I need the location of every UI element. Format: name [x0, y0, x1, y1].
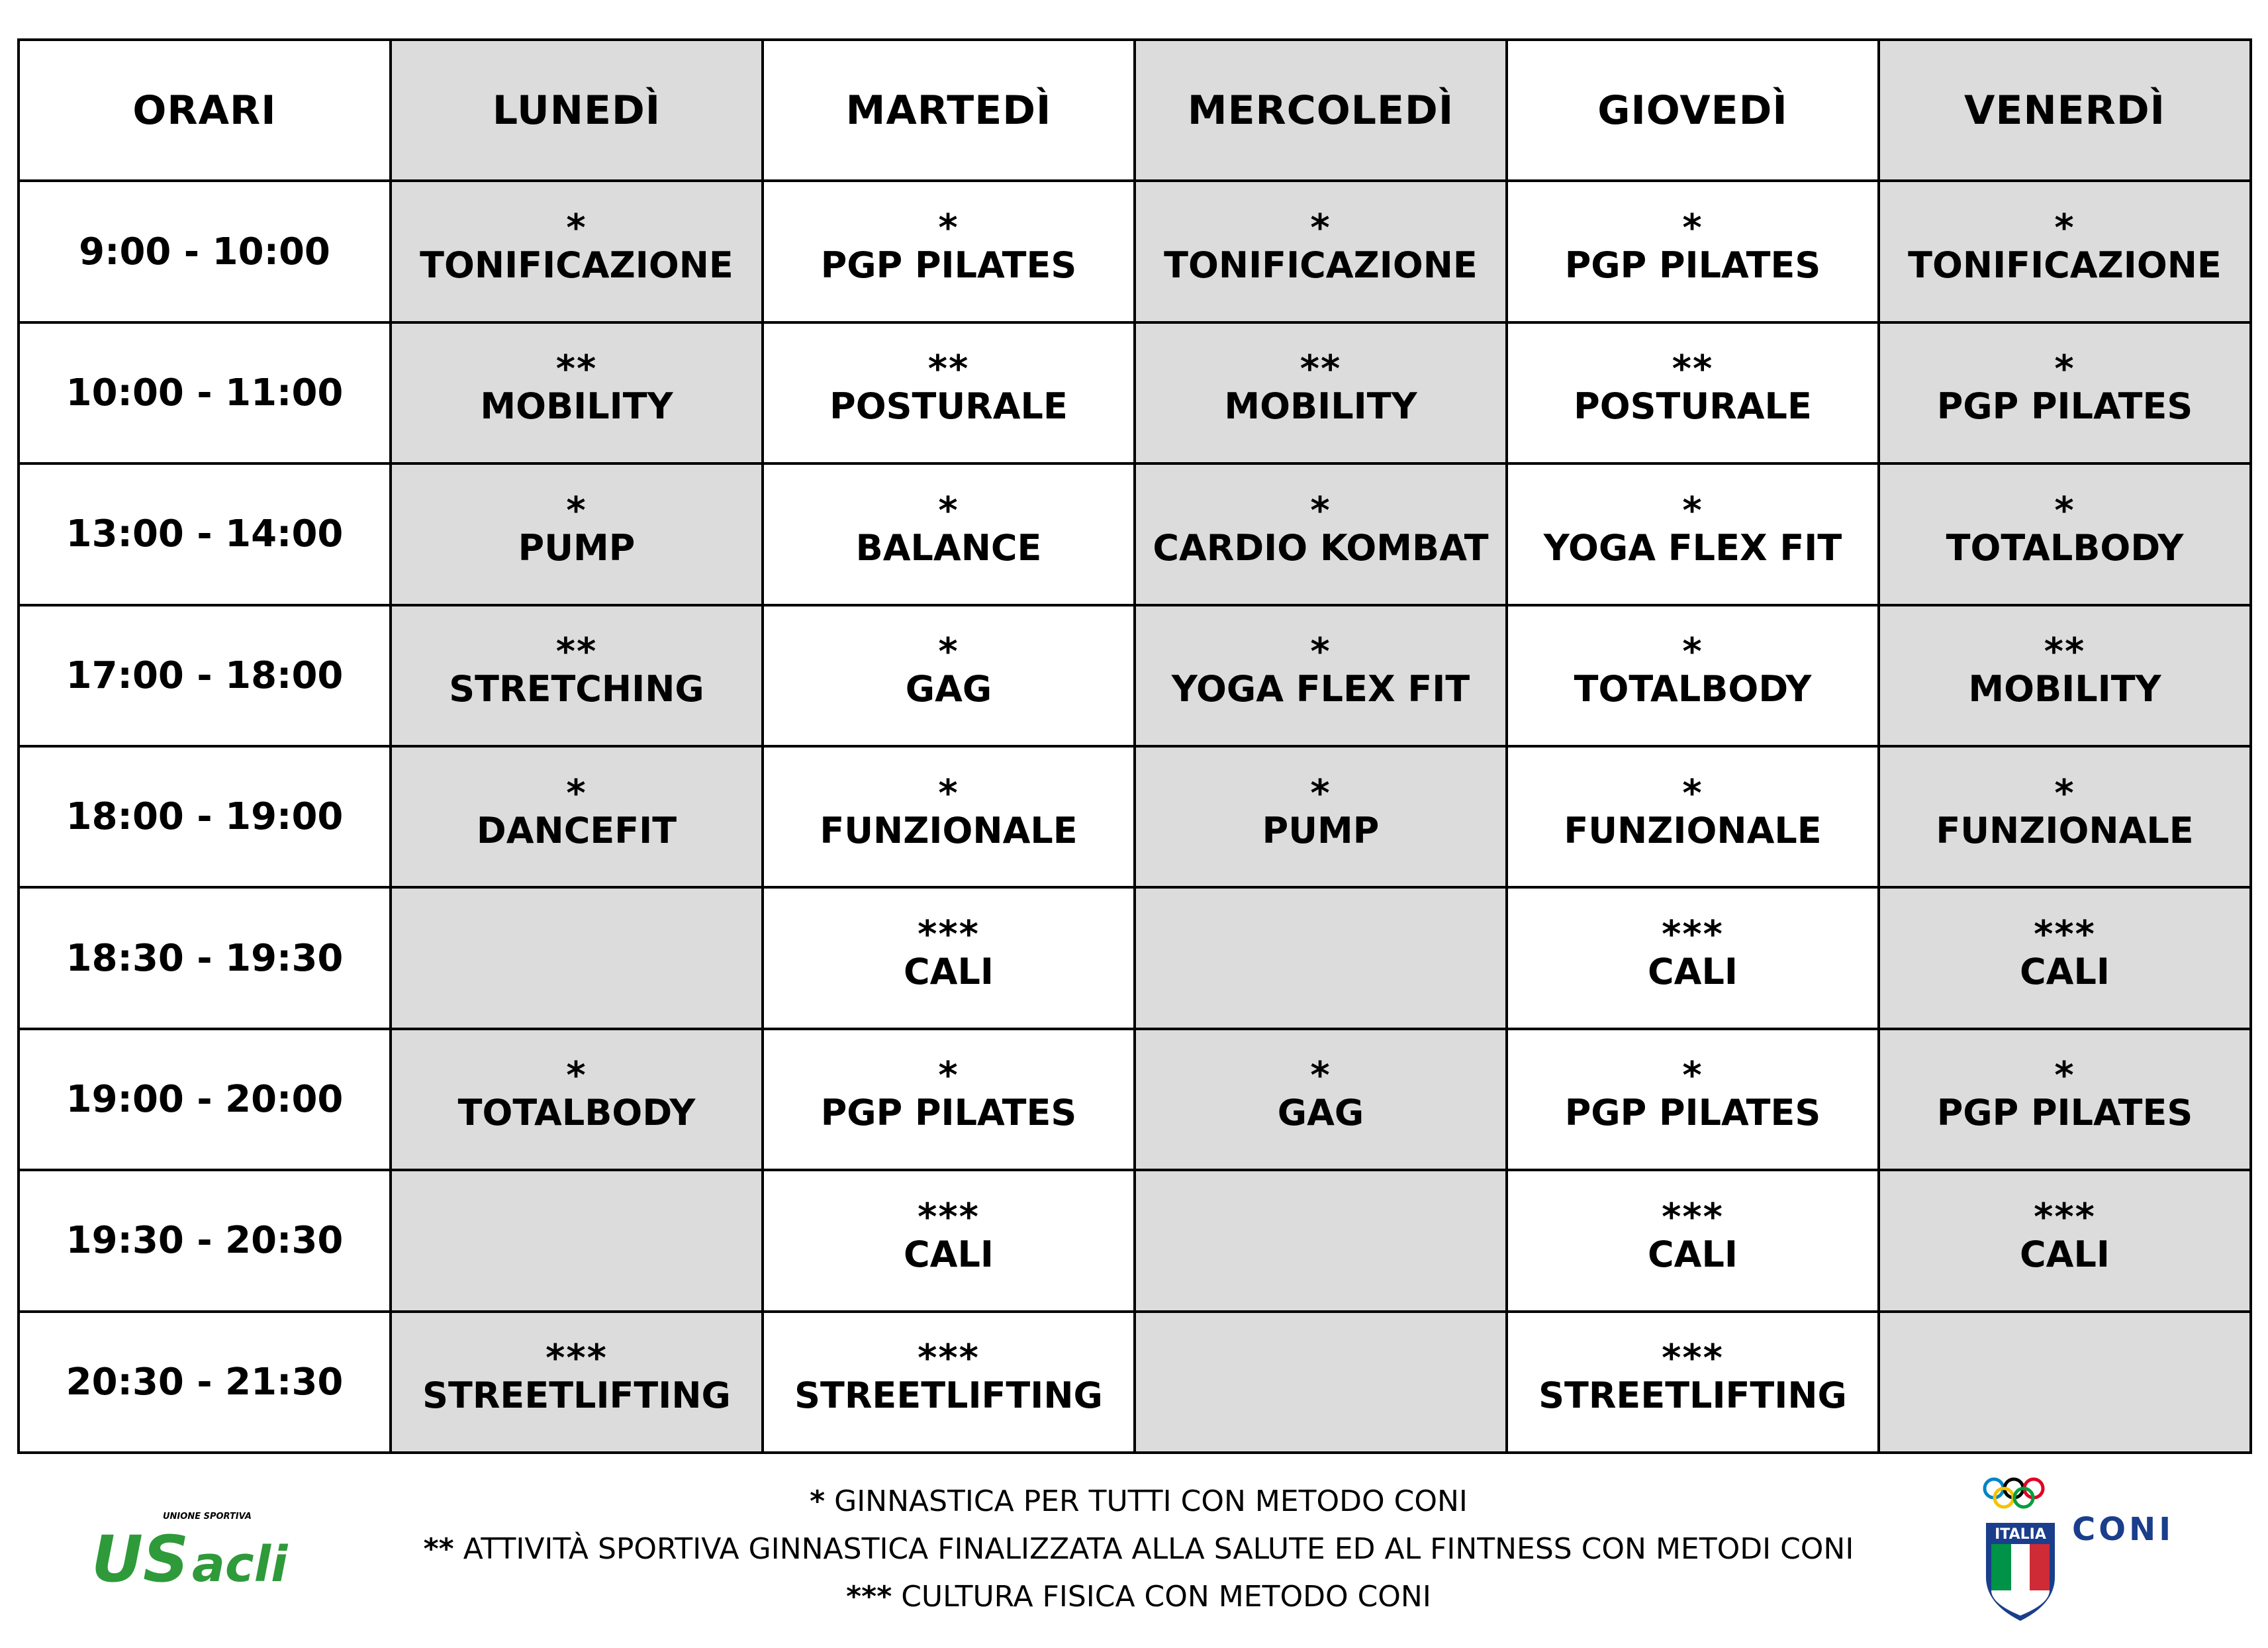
class-stars: *: [1310, 489, 1331, 532]
class-name: TONIFICAZIONE: [1164, 244, 1478, 287]
header-day-4: GIOVEDÌ: [1507, 40, 1879, 181]
class-cell: [1135, 887, 1507, 1028]
logo-small-text: UNIONE SPORTIVA: [163, 1512, 252, 1522]
class-cell: [1879, 746, 2251, 887]
class-stars: ***: [918, 1337, 980, 1381]
class-cell: [1879, 322, 2251, 463]
class-cell: [1879, 181, 2251, 322]
class-stars: *: [938, 489, 959, 532]
class-stars: *: [1310, 207, 1331, 250]
class-stars: *: [2054, 489, 2075, 532]
class-stars: **: [555, 630, 598, 674]
time-slot: 19:30 - 20:30: [19, 1170, 391, 1311]
class-cell: [763, 605, 1135, 746]
time-slot: 19:00 - 20:00: [19, 1029, 391, 1170]
table-row: [19, 1170, 2251, 1311]
class-cell: [391, 322, 763, 463]
table-row: [19, 746, 2251, 887]
weekly-timetable: [17, 38, 2252, 1454]
class-cell: [1507, 1170, 1879, 1311]
class-cell: [1507, 746, 1879, 887]
class-name: TONIFICAZIONE: [420, 244, 733, 287]
class-stars: ***: [918, 913, 980, 957]
time-slot: 9:00 - 10:00: [19, 181, 391, 322]
us-acli-logo: [91, 1502, 288, 1596]
class-cell: [391, 887, 763, 1028]
class-name: PUMP: [1262, 809, 1380, 851]
class-stars: **: [1299, 348, 1342, 391]
class-cell: [1507, 1312, 1879, 1453]
class-name: TOTALBODY: [1574, 668, 1812, 710]
class-name: FUNZIONALE: [1564, 809, 1822, 851]
class-cell: [1879, 1312, 2251, 1453]
logo-mark-text: US: [91, 1522, 189, 1596]
class-name: GAG: [1277, 1092, 1364, 1134]
us-acli-logo-graphic: [91, 1502, 288, 1596]
coni-name: CONI: [2072, 1511, 2175, 1548]
logo-word-text: acli: [192, 1536, 288, 1593]
class-stars: *: [1310, 630, 1331, 674]
class-cell: [1879, 887, 2251, 1028]
class-name: CALI: [904, 1233, 994, 1275]
class-cell: [391, 181, 763, 322]
italia-badge-text: ITALIA: [1995, 1526, 2046, 1543]
header-day-5: VENERDÌ: [1879, 40, 2251, 181]
class-cell: [1507, 463, 1879, 605]
class-stars: *: [2054, 1054, 2075, 1098]
class-stars: *: [566, 489, 587, 532]
class-cell: [1879, 463, 2251, 605]
class-cell: [763, 1170, 1135, 1311]
class-stars: ***: [1662, 1337, 1724, 1381]
class-cell: [1135, 1170, 1507, 1311]
legend-note-3: *** CULTURA FISICA CON METODO CONI: [846, 1580, 1431, 1614]
class-cell: [1507, 605, 1879, 746]
class-cell: [391, 1170, 763, 1311]
class-name: YOGA FLEX FIT: [1171, 668, 1470, 710]
class-stars: **: [2044, 630, 2086, 674]
class-name: MOBILITY: [1968, 668, 2161, 710]
class-name: FUNZIONALE: [820, 809, 1078, 851]
class-cell: [1507, 1029, 1879, 1170]
class-name: CALI: [2020, 1233, 2110, 1275]
legend-notes: [278, 1478, 1999, 1621]
class-stars: *: [1682, 1054, 1703, 1098]
class-cell: [1879, 1029, 2251, 1170]
class-cell: [1507, 887, 1879, 1028]
time-slot: 10:00 - 11:00: [19, 322, 391, 463]
class-stars: *: [1682, 630, 1703, 674]
class-stars: **: [1672, 348, 1714, 391]
class-name: STRETCHING: [449, 668, 704, 710]
class-stars: *: [1310, 771, 1331, 815]
class-stars: *: [938, 630, 959, 674]
class-name: GAG: [905, 668, 992, 710]
class-cell: [391, 605, 763, 746]
class-cell: [1879, 1170, 2251, 1311]
class-stars: *: [566, 207, 587, 250]
class-cell: [1135, 746, 1507, 887]
class-stars: *: [1682, 489, 1703, 532]
coni-emblem: [1981, 1471, 2179, 1625]
class-stars: *: [1310, 1054, 1331, 1098]
class-name: CALI: [2020, 951, 2110, 993]
class-name: STREETLIFTING: [1538, 1375, 1847, 1417]
class-stars: ***: [2034, 1195, 2096, 1239]
table-row: [19, 1312, 2251, 1453]
class-name: YOGA FLEX FIT: [1543, 526, 1842, 569]
header-day-1: LUNEDÌ: [391, 40, 763, 181]
class-stars: *: [2054, 207, 2075, 250]
header-day-3: MERCOLEDÌ: [1135, 40, 1507, 181]
class-stars: ***: [918, 1195, 980, 1239]
time-slot: 18:00 - 19:00: [19, 746, 391, 887]
time-slot: 17:00 - 18:00: [19, 605, 391, 746]
class-stars: ***: [1662, 913, 1724, 957]
class-cell: [1507, 181, 1879, 322]
table-row: [19, 463, 2251, 605]
class-cell: [1135, 1312, 1507, 1453]
class-cell: [1135, 322, 1507, 463]
class-name: CALI: [1648, 1233, 1738, 1275]
class-stars: **: [927, 348, 970, 391]
class-cell: [1135, 463, 1507, 605]
class-stars: *: [1682, 771, 1703, 815]
class-name: BALANCE: [855, 526, 1042, 569]
class-cell: [391, 746, 763, 887]
class-cell: [763, 746, 1135, 887]
class-stars: *: [566, 1054, 587, 1098]
class-stars: *: [938, 771, 959, 815]
class-stars: ***: [2034, 913, 2096, 957]
class-cell: [763, 181, 1135, 322]
header-row: [19, 40, 2251, 181]
table-row: [19, 1029, 2251, 1170]
coni-logo: [1981, 1471, 2179, 1625]
italia-shield-icon: [1986, 1523, 2055, 1621]
class-name: STREETLIFTING: [794, 1375, 1103, 1417]
class-stars: ***: [1662, 1195, 1724, 1239]
class-stars: *: [2054, 771, 2075, 815]
class-name: FUNZIONALE: [1936, 809, 2194, 851]
class-cell: [763, 1312, 1135, 1453]
class-cell: [391, 1312, 763, 1453]
table-row: [19, 181, 2251, 322]
legend-note-2: ** ATTIVITÀ SPORTIVA GINNASTICA FINALIZZATA ALLA SALUTE ED AL FINTNESS CON METODI CONI: [423, 1532, 1854, 1566]
header-day-2: MARTEDÌ: [763, 40, 1135, 181]
class-stars: ***: [545, 1337, 608, 1381]
class-name: TOTALBODY: [1946, 526, 2184, 569]
class-cell: [763, 463, 1135, 605]
olympic-rings-icon: [1985, 1479, 2043, 1507]
table-row: [19, 605, 2251, 746]
class-name: PGP PILATES: [820, 244, 1077, 287]
class-stars: *: [938, 207, 959, 250]
table-row: [19, 887, 2251, 1028]
table-row: [19, 322, 2251, 463]
class-stars: *: [566, 771, 587, 815]
class-name: TOTALBODY: [457, 1092, 696, 1134]
time-slot: 20:30 - 21:30: [19, 1312, 391, 1453]
header-orari: ORARI: [19, 40, 391, 181]
class-stars: *: [2054, 348, 2075, 391]
time-slot: 18:30 - 19:30: [19, 887, 391, 1028]
class-name: DANCEFIT: [476, 809, 677, 851]
legend-note-1: * GINNASTICA PER TUTTI CON METODO CONI: [810, 1484, 1468, 1518]
class-cell: [391, 1029, 763, 1170]
class-name: CARDIO KOMBAT: [1153, 526, 1489, 569]
class-cell: [763, 887, 1135, 1028]
class-name: PGP PILATES: [1564, 244, 1821, 287]
class-name: PGP PILATES: [1936, 385, 2193, 428]
class-cell: [391, 463, 763, 605]
class-name: POSTURALE: [829, 385, 1068, 428]
class-cell: [1135, 181, 1507, 322]
class-name: MOBILITY: [1224, 385, 1417, 428]
class-name: STREETLIFTING: [422, 1375, 731, 1417]
class-name: PUMP: [518, 526, 636, 569]
time-slot: 13:00 - 14:00: [19, 463, 391, 605]
class-stars: *: [938, 1054, 959, 1098]
class-cell: [763, 1029, 1135, 1170]
class-stars: **: [555, 348, 598, 391]
class-name: CALI: [904, 951, 994, 993]
class-name: MOBILITY: [480, 385, 673, 428]
class-cell: [1135, 605, 1507, 746]
class-name: TONIFICAZIONE: [1908, 244, 2222, 287]
class-cell: [1507, 322, 1879, 463]
class-name: PGP PILATES: [1936, 1092, 2193, 1134]
class-name: PGP PILATES: [1564, 1092, 1821, 1134]
class-name: CALI: [1648, 951, 1738, 993]
class-cell: [1879, 605, 2251, 746]
class-stars: *: [1682, 207, 1703, 250]
class-name: PGP PILATES: [820, 1092, 1077, 1134]
class-cell: [763, 322, 1135, 463]
class-name: POSTURALE: [1574, 385, 1812, 428]
class-cell: [1135, 1029, 1507, 1170]
